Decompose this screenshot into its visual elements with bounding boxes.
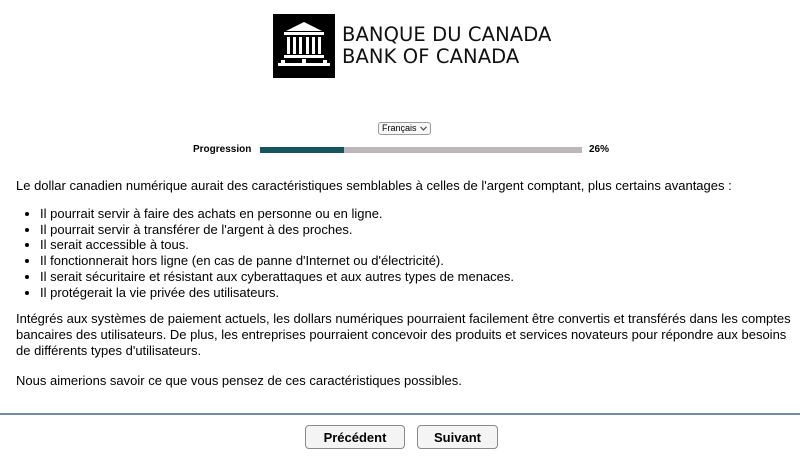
bank-logo (273, 14, 551, 78)
progress-track (260, 147, 582, 153)
feedback-paragraph: Nous aimerions savoir ce que vous pensez de ces caractéristiques possibles. (16, 373, 462, 389)
next-button[interactable]: Suivant (417, 425, 498, 449)
progress-indicator (0, 143, 800, 159)
list-item: • Il pourrait servir à transférer de l'argent à des proches. (40, 222, 791, 238)
logo-text-english: BANK OF CANADA (342, 45, 520, 68)
progress-label: Progression (193, 144, 252, 155)
chevron-down-icon (420, 126, 427, 131)
list-item: • Il serait accessible à tous. (40, 237, 791, 253)
bank-building-icon (273, 14, 335, 78)
language-select-value: Français (382, 123, 417, 133)
integration-paragraph: Intégrés aux systèmes de paiement actuels, les dollars numériques pourraient facilement être convertis et transférés dans les comptes bancaires des utilisateurs. De plus, les entreprises pourraient concevoir des produits et services novateurs pour répondre aux besoins de différents types d'utilisateurs. (16, 311, 791, 359)
list-item: • Il pourrait servir à faire des achats en personne ou en ligne. (40, 206, 791, 222)
list-item: • Il fonctionnerait hors ligne (en cas de panne d'Internet ou d'électricité). (40, 253, 791, 269)
list-item: • Il protégerait la vie privée des utilisateurs. (40, 285, 791, 301)
feature-list (16, 206, 791, 300)
progress-fill (260, 147, 344, 153)
survey-content (16, 178, 791, 389)
language-select[interactable] (378, 122, 431, 135)
intro-paragraph: Le dollar canadien numérique aurait des caractéristiques semblables à celles de l'argent comptant, plus certains avantages : (16, 178, 732, 193)
progress-percent: 26% (589, 144, 610, 155)
logo-text-french: BANQUE DU CANADA (342, 23, 552, 46)
list-item: • Il serait sécuritaire et résistant aux cyberattaques et aux autres types de menaces. (40, 269, 791, 285)
previous-button[interactable]: Précédent (305, 425, 405, 449)
footer-divider (0, 413, 800, 415)
